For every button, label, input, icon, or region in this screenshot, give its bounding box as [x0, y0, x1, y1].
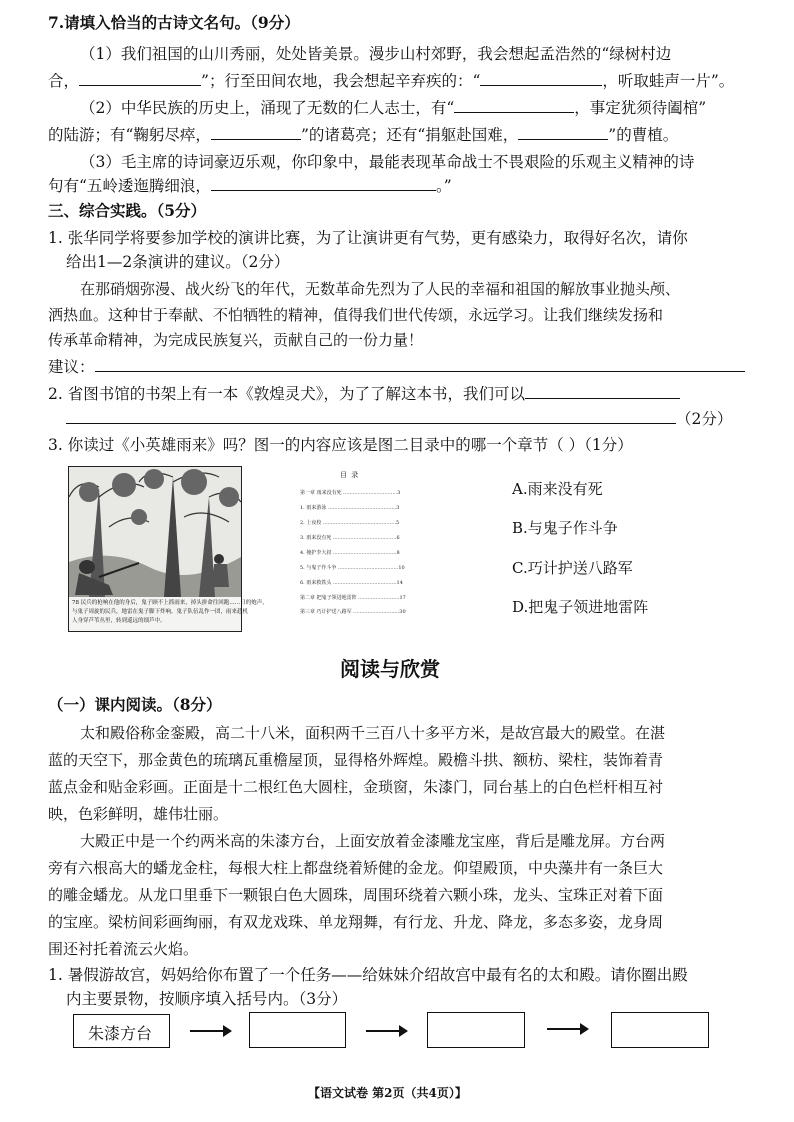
q7-blank-6[interactable] — [211, 176, 436, 191]
toc-entry: 第三章 巧计护送八路军 .............................30 — [300, 609, 406, 615]
arrow-right-icon — [190, 1030, 230, 1032]
toc-entry: 3. 雨来没有死 ........................................6 — [300, 535, 400, 541]
sec3-q3-line: 3. 你读过《小英雄雨来》吗？图一的内容应该是图二目录中的哪一个章节（ ）（1分） — [48, 436, 633, 454]
toc-entry: 1. 雨来游泳 ...........................................3 — [300, 505, 400, 511]
advice-blank[interactable] — [95, 357, 745, 372]
passage-p2-line3: 的雕金蟠龙。从龙口里垂下一颗银白色大圆珠，周围环绕着六颗小珠，龙头、宝珠正对着下面 — [48, 886, 664, 904]
q2-blank-2[interactable] — [66, 409, 676, 424]
page-footer: 【语文试卷 第2页（共4页）】 — [308, 1086, 467, 1100]
toc-entry: 6. 雨来救铁头 ........................................14 — [300, 580, 403, 586]
q7-p2-line2: 的陆游；有“鞠躬尽瘁， ”的诸葛亮；还有“捐躯赴国难， ”的曹植。 — [48, 126, 679, 144]
q7-p1-line2: 合， ”；行至田间农地，我会想起辛弃疾的：“ ，听取蛙声一片”。 — [48, 72, 735, 90]
flow-box-1 — [73, 1014, 170, 1048]
q7-blank-1[interactable] — [79, 71, 201, 86]
advice-line: 建议： — [48, 356, 745, 378]
speech-line3: 传承革命精神，为完成民族复兴，贡献自己的一份力量！ — [48, 331, 424, 349]
figure-1-illustration — [68, 466, 268, 632]
passage-p2-line2: 旁有六根高大的蟠龙金柱，每根大柱上都盘绕着矫健的金龙。仰望殿顶，中央藻井有一条巨大 — [48, 859, 664, 877]
q7-blank-5[interactable] — [518, 125, 608, 140]
reading-subtitle: （一）课内阅读。（8分） — [48, 695, 222, 714]
toc-entry: 第二章 把鬼子领进地雷阵 ..........................17 — [300, 595, 406, 601]
sec3-q1-line1: 1. 张华同学将要参加学校的演讲比赛，为了让演讲更有气势，更有感染力，取得好名次，请你 — [48, 229, 688, 247]
q7-blank-3[interactable] — [454, 98, 574, 113]
passage-p2-line4: 的宝座。梁枋间彩画绚丽，有双龙戏珠、单龙翔舞，有行龙、升龙、降龙，多态多姿，龙身周 — [48, 913, 664, 931]
soldiers-illustration — [69, 467, 241, 597]
reading-q1-line1: 1. 暑假游故宫，妈妈给你布置了一个任务——给妹妹介绍故宫中最有名的太和殿。请你圈出殿 — [48, 966, 688, 984]
reading-q1-line2: 内主要景物，按顺序填入括号内。（3分） — [66, 990, 348, 1008]
toc-entry: 5. 与鬼子作斗争 ......................................10 — [300, 565, 405, 571]
toc-title: 目 录 — [340, 471, 360, 479]
q7-p2-line1: （2）中华民族的历史上，涌现了无数的仁人志士，有“ ，事定犹须待阖棺” — [80, 99, 707, 117]
sec3-title: 三、综合实践。（5分） — [48, 201, 207, 220]
option-c[interactable]: C.巧计护送八路军 — [512, 559, 633, 577]
passage-p1-line3: 蓝点金和贴金彩画。正面是十二根红色大圆柱，金琐窗，朱漆门，同台基上的白色栏杆相互衬 — [48, 778, 664, 796]
arrow-right-icon — [366, 1030, 406, 1032]
option-b[interactable]: B.与鬼子作斗争 — [512, 519, 618, 537]
reading-title: 阅读与欣赏 — [340, 657, 440, 681]
sec3-q2-line2: （2分） — [66, 408, 732, 430]
flow-box-4[interactable] — [611, 1012, 709, 1048]
toc-entry: 第一章 雨来没有死 ..................................3 — [300, 490, 401, 496]
sec3-q1-line2: 给出1—2条演讲的建议。（2分） — [66, 253, 290, 271]
option-d[interactable]: D.把鬼子领进地雷阵 — [512, 598, 649, 616]
option-a[interactable]: A.雨来没有死 — [512, 480, 603, 498]
q2-blank-1[interactable] — [525, 384, 680, 399]
toc-entry: 4. 掩护李大叔 ........................................8 — [300, 550, 400, 556]
q7-blank-2[interactable] — [480, 71, 602, 86]
speech-line2: 洒热血。这种甘于奉献、不怕牺牲的精神，值得我们世代传颂，永远学习。让我们继续发扬和 — [48, 306, 664, 324]
flow-box-1-label: 朱漆方台 — [88, 1024, 153, 1043]
flow-box-3[interactable] — [427, 1012, 525, 1048]
arrow-right-icon — [547, 1028, 587, 1030]
passage-p1-line4: 映，色彩鲜明，雄伟壮丽。 — [48, 805, 229, 823]
sec3-q2-line1: 2. 省图书馆的书架上有一本《敦煌灵犬》，为了了解这本书，我们可以 — [48, 383, 680, 405]
passage-p1-line1: 太和殿俗称金銮殿，高二十八米，面积两千三百八十多平方米，是故宫最大的殿堂。在湛 — [80, 724, 666, 742]
q7-blank-4[interactable] — [211, 125, 301, 140]
q7-p3-line2: 句有“五岭逶迤腾细浪， 。” — [48, 177, 452, 195]
figure-2-toc — [300, 470, 420, 620]
passage-p1-line2: 蓝的天空下，那金黄色的琉璃瓦重檐屋顶，显得格外辉煌。殿檐斗拱、额枋、梁柱，装饰着青 — [48, 751, 664, 769]
passage-p2-line1: 大殿正中是一个约两米高的朱漆方台，上面安放着金漆雕龙宝座，背后是雕龙屏。方台两 — [80, 832, 666, 850]
figure-caption: 78 民兵的枪响在他的身后，鬼子顾不上抓雨来，掉头拼命往回跑……日的炮声， 与鬼子周旋的民兵，地雷在鬼子脚下炸响，鬼子队伍乱作一团，雨来趁机 人身穿芦苇丛里，转到遥远的细芦中。 — [72, 600, 268, 624]
flow-box-2[interactable] — [249, 1012, 346, 1048]
toc-entry: 2. 上夜校 ..............................................5 — [300, 520, 400, 526]
speech-line1: 在那硝烟弥漫、战火纷飞的年代，无数革命先烈为了人民的幸福和祖国的解放事业抛头颅、 — [80, 280, 681, 298]
passage-p2-line5: 围还衬托着流云火焰。 — [48, 940, 199, 958]
q7-title: 7.请填入恰当的古诗文名句。（9分） — [48, 13, 300, 32]
q7-p1-line1: （1）我们祖国的山川秀丽，处处皆美景。漫步山村郊野，我会想起孟浩然的“绿树村边 — [80, 45, 672, 63]
q7-p3-line1: （3）毛主席的诗词豪迈乐观，你印象中，最能表现革命战士不畏艰险的乐观主义精神的诗 — [80, 153, 695, 171]
